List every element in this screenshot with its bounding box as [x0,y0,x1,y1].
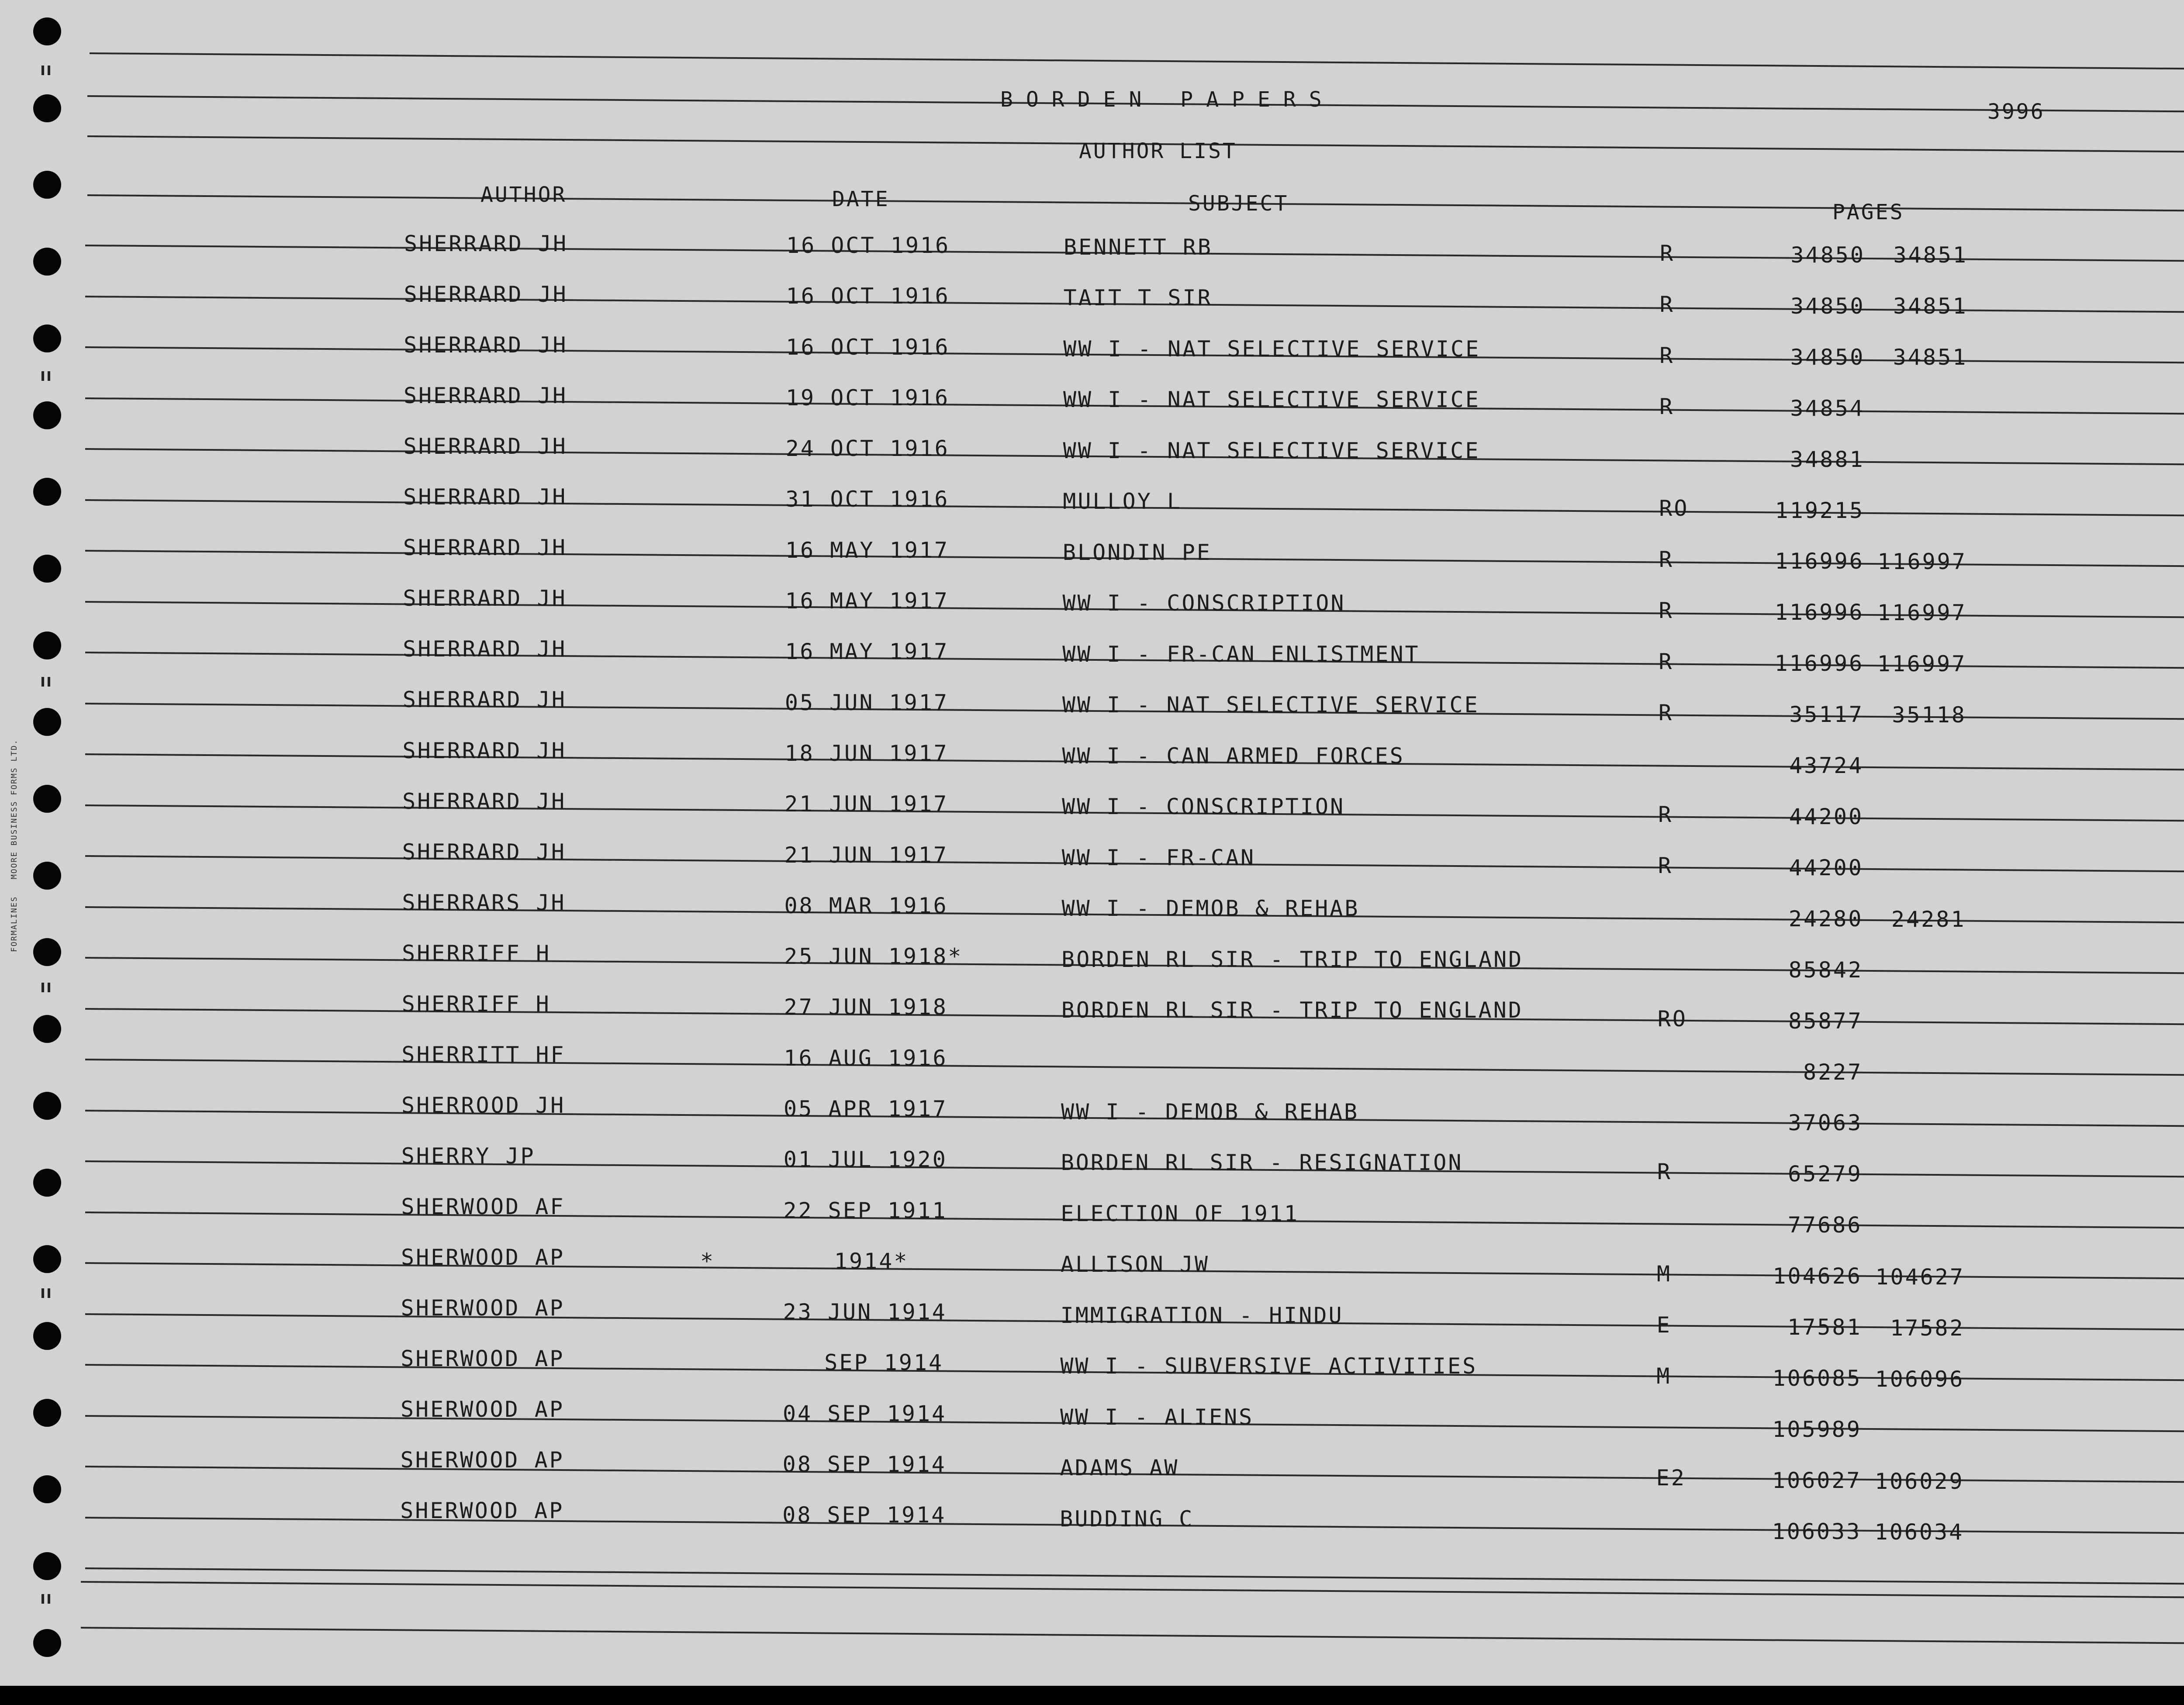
cell-page-from: 116996 [1774,600,1864,625]
cell-code: M [1657,1261,1672,1287]
cell-code: R [1659,649,1674,674]
cell-page-from: 43724 [1789,753,1864,779]
cell-date: 27 JUN 1918 [784,994,948,1020]
cell-page-from: 104626 [1773,1263,1862,1289]
perforation-mark [41,983,44,992]
cell-page-to: 34851 [1893,242,1968,268]
cell-subject: WW I - ALIENS [1060,1404,1254,1430]
cell-page-from: 34850 [1790,293,1865,319]
cell-code: R [1659,342,1675,368]
feed-hole-icon [33,478,61,506]
cell-subject: WW I - DEMOB & REHAB [1061,896,1360,922]
feed-hole-icon [33,324,61,352]
cell-author: SHERWOOD AP [400,1397,565,1422]
cell-author: SHERRY JP [401,1143,536,1169]
feed-hole-icon [33,632,61,659]
cell-author: SHERRARD JH [404,282,568,307]
cell-page-from: 37063 [1788,1110,1863,1136]
cell-subject: ADAMS AW [1060,1455,1179,1481]
cell-code: R [1657,1159,1672,1185]
cell-code: R [1660,241,1675,266]
cell-author: SHERRARS JH [402,890,566,915]
feed-hole-icon [33,938,61,966]
cell-author: SHERRARD JH [403,535,567,561]
cell-subject: WW I - NAT SELECTIVE SERVICE [1063,438,1480,463]
cell-author: SHERRARD JH [402,788,567,814]
cell-code: RO [1659,496,1689,521]
cell-page-to: 106029 [1874,1468,1964,1494]
cell-code: R [1659,393,1675,419]
cell-author: SHERRARD JH [402,687,567,713]
cell-page-to: 116997 [1877,549,1967,574]
cell-date: 21 JUN 1917 [784,791,949,817]
feed-hole-icon [33,94,61,122]
cell-code: E [1656,1312,1672,1338]
cell-date: 16 AUG 1916 [784,1045,948,1071]
cell-page-to: 35118 [1892,702,1966,728]
cell-page-to: 34851 [1893,344,1968,370]
cell-date: 16 OCT 1916 [786,233,950,258]
margin-imprint: FORMALINES MOORE BUSINESS FORMS LTD. [10,739,19,952]
cell-subject: BORDEN RL SIR - TRIP TO ENGLAND [1061,997,1523,1023]
feed-hole-icon [33,17,61,45]
cell-subject: ALLISON JW [1061,1252,1210,1277]
cell-author: SHERRIFF H [402,940,551,966]
cell-date: 21 JUN 1917 [784,842,948,868]
cell-page-to: 24281 [1891,906,1966,932]
cell-page-from: 106027 [1772,1467,1862,1493]
cell-author: SHERRARD JH [403,636,567,662]
feed-hole-icon [33,785,61,813]
cell-page-to: 17582 [1890,1315,1965,1341]
cell-author: SHERRARD JH [402,839,566,865]
cell-date: 08 SEP 1914 [782,1502,947,1528]
feed-hole-icon [33,708,61,736]
feed-hole-icon [33,1629,61,1657]
perforation-mark [48,371,50,381]
cell-code: R [1659,597,1674,623]
page-number: 3996 [1987,100,2045,124]
perforation-mark [41,1594,44,1604]
cell-subject: BLONDIN PE [1062,539,1212,565]
cell-subject: WW I - CONSCRIPTION [1062,590,1346,616]
cell-code: E2 [1656,1465,1686,1491]
cell-page-from: 34881 [1790,446,1865,472]
ruled-line [90,52,2184,70]
cell-page-from: 65279 [1788,1161,1863,1187]
cell-subject: MULLOY L [1063,489,1182,514]
cell-page-from: 116996 [1775,549,1864,574]
cell-page-from: 119215 [1775,497,1865,523]
perforation-mark [48,983,50,992]
cell-author: SHERRARD JH [404,332,568,358]
cell-subject: ELECTION OF 1911 [1061,1201,1299,1226]
cell-page-to: 116997 [1877,651,1967,676]
cell-page-from: 77686 [1787,1212,1863,1238]
cell-page-to: 106096 [1875,1366,1965,1392]
cell-date: 05 APR 1917 [784,1096,948,1122]
cell-subject: WW I - NAT SELECTIVE SERVICE [1063,336,1481,362]
cell-code: R [1658,700,1673,725]
feed-hole-icon [33,248,61,276]
cell-subject: BORDEN RL SIR - RESIGNATION [1061,1150,1463,1176]
feed-hole-icon [33,1552,61,1580]
cell-date: 05 JUN 1917 [784,690,949,715]
cell-author: SHERRIFF H [401,991,551,1017]
feed-hole-icon [33,1169,61,1197]
feed-hole-icon [33,1475,61,1503]
ruled-line [85,1567,2184,1585]
cell-author: SHERRARD JH [403,383,568,409]
cell-page-from: 105989 [1772,1416,1862,1442]
cell-subject: WW I - NAT SELECTIVE SERVICE [1062,692,1479,718]
column-header-subject: SUBJECT [1188,191,1289,216]
cell-date: 16 OCT 1916 [786,283,950,309]
feed-hole-icon [33,171,61,199]
perforation-mark [41,677,44,687]
cell-subject: WW I - CONSCRIPTION [1062,794,1345,820]
cell-author: SHERRARD JH [404,231,568,256]
cell-subject: BORDEN RL SIR - TRIP TO ENGLAND [1061,946,1524,972]
cell-date: 25 JUN 1918* [784,944,963,970]
cell-code: R [1659,547,1674,573]
ruled-line [85,1059,2184,1076]
cell-page-from: 24280 [1788,906,1863,932]
cell-date: 31 OCT 1916 [785,487,950,512]
cell-author: SHERRARD JH [403,484,567,510]
cell-author: SHERWOOD AP [401,1245,565,1270]
cell-page-from: 116996 [1774,651,1864,676]
cell-date: 08 SEP 1914 [782,1452,947,1477]
cell-date: 16 MAY 1917 [785,588,949,614]
cell-date: 16 MAY 1917 [785,639,949,665]
feed-hole-icon [33,1245,61,1273]
cell-page-to: 106034 [1874,1519,1964,1545]
feed-hole-icon [33,862,61,890]
cell-page-from: 34850 [1790,242,1865,268]
cell-date: 18 JUN 1917 [784,740,949,766]
cell-author: SHERRITT HF [401,1042,566,1067]
cell-code: M [1656,1363,1672,1389]
cell-page-from: 85842 [1788,957,1863,983]
cell-page-from: 85877 [1788,1008,1863,1034]
cell-subject: WW I - SUBVERSIVE ACTIVITIES [1060,1353,1478,1379]
perforation-mark [48,677,50,687]
cell-date: 08 MAR 1916 [784,893,948,918]
cell-date: 23 JUN 1914 [783,1299,947,1325]
cell-subject: WW I - FR-CAN ENLISTMENT [1062,641,1420,667]
column-header-author: AUTHOR [480,183,567,207]
cell-page-to: 34851 [1893,293,1968,319]
cell-author: SHERWOOD AF [401,1194,565,1220]
cell-author: SHERROOD JH [401,1092,566,1118]
cell-page-from: 44200 [1789,804,1864,830]
perforation-mark [41,66,44,75]
feed-hole-icon [33,1322,61,1350]
cell-page-from: 44200 [1789,855,1863,880]
perforation-mark [48,1594,50,1604]
cell-date: 19 OCT 1916 [785,385,950,411]
cell-date: 01 JUL 1920 [783,1147,947,1173]
cell-page-from: 8227 [1803,1059,1863,1085]
perforation-mark [41,371,44,381]
cell-page-from: 106033 [1772,1519,1862,1544]
cell-author: SHERRARD JH [403,586,567,611]
cell-page-from: 34850 [1790,344,1865,370]
cell-code: R [1658,802,1673,828]
cell-code: R [1658,853,1673,879]
cell-author: SHERRARD JH [403,434,567,459]
feed-hole-icon [33,1092,61,1120]
cell-date: 22 SEP 1911 [783,1198,947,1223]
cell-subject: WW I - NAT SELECTIVE SERVICE [1063,387,1480,413]
cell-page-to: 116997 [1877,600,1967,625]
column-header-pages: PAGES [1832,200,1904,224]
feed-hole-icon [33,401,61,429]
cell-date: * 1914* [700,1248,909,1274]
cell-page-from: 17581 [1787,1315,1862,1340]
cell-subject: TAIT T SIR [1063,285,1213,311]
cell-page-from: 106085 [1772,1366,1862,1391]
ruled-line [81,1581,2184,1598]
cell-date: 16 OCT 1916 [786,334,950,360]
perforation-mark [48,1288,50,1298]
cell-subject: WW I - FR-CAN [1061,845,1256,870]
list-title: AUTHOR LIST [1079,139,1237,163]
ruled-line [81,1627,2184,1644]
perforation-mark [48,66,50,75]
perforation-mark [41,1288,44,1298]
cell-date: SEP 1914 [824,1350,944,1376]
cell-date: 24 OCT 1916 [785,436,950,462]
feed-hole-icon [33,1399,61,1427]
cell-subject: WW I - CAN ARMED FORCES [1062,743,1405,769]
cell-code: RO [1657,1006,1687,1032]
cell-subject: WW I - DEMOB & REHAB [1061,1099,1359,1125]
cell-subject: BUDDING C [1060,1506,1194,1532]
cell-code: R [1659,291,1675,317]
document-title: BORDEN PAPERS [1000,87,1335,112]
cell-page-to: 104627 [1875,1264,1965,1290]
cell-author: SHERRARD JH [402,738,567,763]
cell-author: SHERWOOD AP [401,1346,565,1372]
cell-date: 16 MAY 1917 [785,537,950,563]
cell-page-from: 34854 [1790,395,1865,421]
feed-hole-icon [33,1015,61,1043]
cell-author: SHERWOOD AP [400,1498,564,1524]
cell-subject: IMMIGRATION - HINDU [1060,1302,1344,1328]
feed-hole-icon [33,555,61,583]
cell-date: 04 SEP 1914 [782,1401,947,1426]
cell-page-from: 35117 [1789,702,1864,728]
column-header-date: DATE [832,187,890,211]
cell-author: SHERWOOD AP [400,1447,564,1473]
cell-subject: BENNETT RB [1064,235,1213,260]
cell-author: SHERWOOD AP [401,1295,565,1321]
